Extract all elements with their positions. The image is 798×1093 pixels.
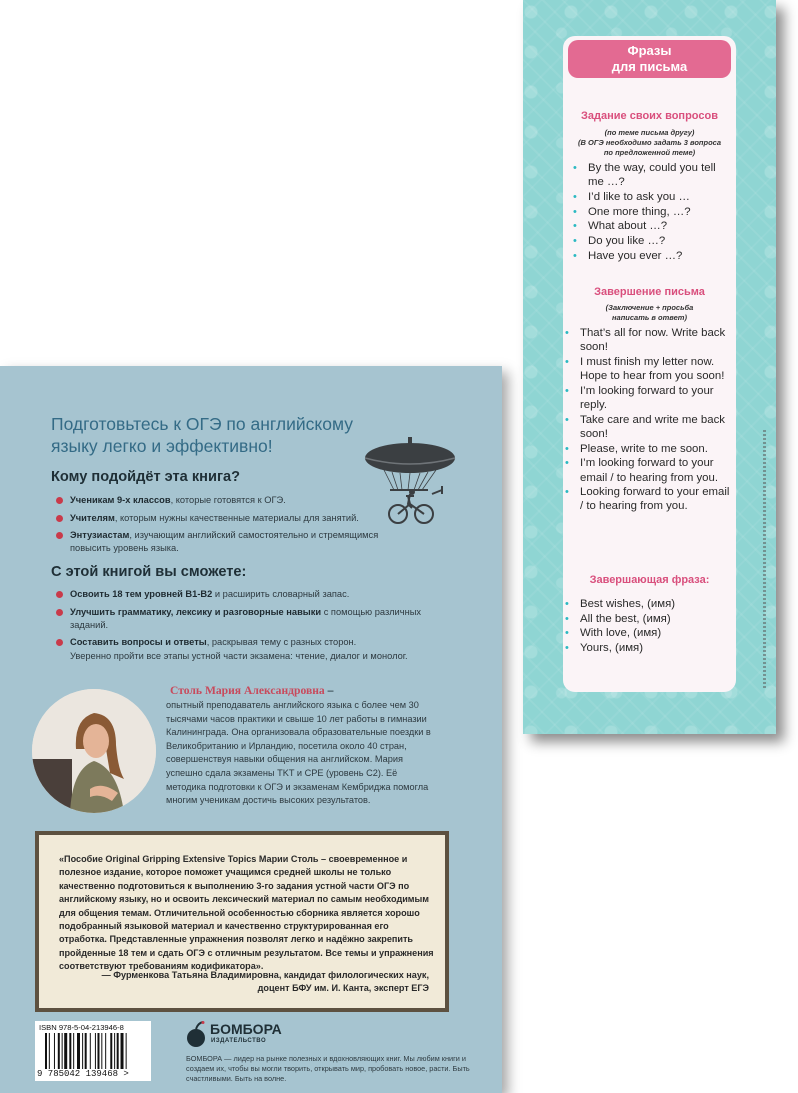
barcode: [35, 1021, 151, 1081]
bookmark-header: [568, 40, 731, 78]
list-item: • What about …?: [568, 219, 718, 233]
note-line: (по теме письма другу): [604, 128, 695, 137]
bookmark-card: [563, 36, 736, 692]
section-title-questions: Задание своих вопросов: [581, 110, 718, 122]
author-photo: [32, 689, 156, 813]
list-item-bold: Освоить 18 тем уровней B1-B2: [70, 589, 213, 599]
can-heading: С этой книгой вы сможете:: [51, 564, 247, 580]
isbn: ISBN 978-5-04-213946-8: [39, 1023, 124, 1032]
list-item: • Yours, (имя): [560, 641, 730, 655]
bookmark: [523, 0, 776, 734]
publisher-name: БОМБОРА: [210, 1021, 282, 1037]
list-item: • I’m looking forward to your reply.: [560, 384, 730, 412]
closing-list: [560, 326, 730, 514]
ean-number: 9 785042 139468 >: [37, 1069, 129, 1079]
list-item: • I’m looking forward to your email / to hearing from you.: [560, 456, 730, 484]
barcode-bars: [45, 1033, 145, 1069]
author-name-text: Столь Мария Александровна: [170, 684, 325, 697]
author-name: [170, 684, 333, 697]
section-title-final: Завершающая фраза:: [589, 574, 710, 586]
review-quote: «Пособие Original Gripping Extensive Topics Марии Столь – своевременное и полезное издание, которое поможет учащимся средней школы не только качественно подготовиться к выполнению 3-го задания устной части ОГЭ по английскому языку, но и освоить лексический материал по самым необходимым для общения темам. Отличительной особенностью сборника является хорошо подобранный языковой материал и качественно структурированная его отработка. Представленные упражнения позволят легко и надёжно закрепить пройденные 18 тем и сдать ОГЭ с отличным результатом. Все темы и упражнения соответствуют требованиям кодификатора».: [59, 854, 434, 972]
list-item: • Please, write to me soon.: [560, 442, 730, 456]
list-item: • By the way, could you tell me …?: [568, 161, 718, 189]
list-item: • One more thing, …?: [568, 205, 718, 219]
section-note-closing: [563, 303, 736, 323]
list-item-text: , изучающим английский самостоятельно и стремящимся повысить уровень языка.: [70, 530, 379, 553]
list-item: • Best wishes, (имя): [560, 597, 730, 611]
list-item-text: , которым нужны качественные материалы для занятий.: [114, 512, 359, 523]
back-cover: [0, 366, 502, 1093]
can-list: [55, 588, 445, 654]
list-item: [55, 529, 380, 555]
list-item: [55, 512, 445, 525]
list-item-text: , которые готовятся к ОГЭ.: [170, 495, 286, 505]
note-line: (Заключение + просьба: [605, 303, 694, 312]
note-line: по предложенной теме): [603, 148, 696, 157]
review-author-line: доцент БФУ им. И. Канта, эксперт ЕГЭ: [257, 983, 429, 994]
questions-list: [568, 161, 718, 263]
final-phrase-list: [560, 597, 730, 656]
review-quote-box: [35, 831, 449, 1012]
list-item-bold: Улучшить грамматику, лексику и разговорные навыки: [70, 606, 322, 617]
bookmark-header-line2: для письма: [611, 59, 688, 74]
who-list: [55, 494, 445, 560]
list-item: [55, 494, 445, 507]
list-item-text: с помощью различных заданий.: [70, 606, 422, 630]
note-line: (В ОГЭ необходимо задать 3 вопроса: [577, 138, 721, 147]
list-item: • Take care and write me back soon!: [560, 413, 730, 441]
list-item-bold: Учителям: [70, 512, 115, 523]
note-line: написать в ответ): [612, 313, 687, 322]
bombora-logo-icon: [186, 1021, 206, 1049]
list-item: • I’d like to ask you …: [568, 190, 718, 204]
list-item: • Have you ever …?: [568, 249, 718, 263]
list-item-text: , раскрывая тему с разных сторон.: [206, 637, 357, 647]
section-title-closing: Завершение письма: [594, 286, 705, 298]
review-author: [49, 969, 429, 996]
cover-title: Подготовьтесь к ОГЭ по английскому языку легко и эффективно!: [51, 414, 353, 456]
list-item-bold: Ученикам 9-х классов: [70, 495, 171, 505]
list-item: • I must finish my letter now. Hope to hear from you soon!: [560, 355, 730, 383]
exam-stages-text: Уверенно пройти все этапы устной части экзамена: чтение, диалог и монолог.: [70, 651, 408, 661]
review-author-line: — Фурменкова Татьяна Владимировна, кандидат филологических наук,: [101, 970, 429, 980]
spine-small-print: [761, 430, 769, 690]
list-item: • Do you like …?: [568, 234, 718, 248]
section-note-questions: [563, 128, 736, 158]
list-item-bold: Составить вопросы и ответы: [70, 637, 207, 647]
list-item: • Looking forward to your email / to hearing from you.: [560, 485, 730, 513]
who-heading: Кому подойдёт эта книга?: [51, 469, 241, 485]
author-bio: опытный преподаватель английского языка с более чем 30 тысячами часов практики и свыше 10 лет работы в гимназии Калининграда. Она организовала образовательные поездки в Великобританию и Ирландию, посетила около 40 стран, совершенствуя навыки общения на английском. Мария успешно сдала экзамены TKT и CPE (уровень C2). Её методика подготовки к ОГЭ и экзаменам Кембриджа помогла многим ученикам достичь высоких результатов.: [166, 700, 431, 806]
list-item: [55, 588, 445, 601]
list-item: • With love, (имя): [560, 626, 730, 640]
list-item: • All the best, (имя): [560, 612, 730, 626]
list-item-bold: Энтузиастам: [70, 530, 130, 540]
author-name-dash: –: [324, 684, 334, 697]
list-item: [55, 606, 430, 632]
list-item: • That’s all for now. Write back soon!: [560, 326, 730, 354]
list-item-text: и расширить словарный запас.: [212, 589, 350, 599]
bookmark-header-line1: Фразы: [627, 43, 672, 58]
publisher-tagline: БОМБОРА — лидер на рынке полезных и вдохновляющих книг. Мы любим книги и создаем их, чтобы вы могли творить, открывать мир, пробовать новое, расти. Быть счастливыми. Быть на волне.: [186, 1054, 470, 1083]
publisher-sub: ИЗДАТЕЛЬСТВО: [211, 1038, 267, 1044]
list-item: [55, 636, 445, 649]
